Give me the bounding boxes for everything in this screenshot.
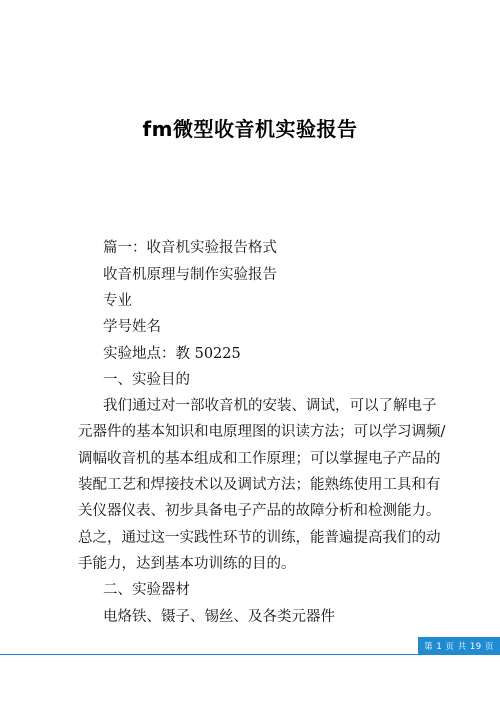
text-line-paragraph: 调幅收音机的基本组成和工作原理；可以掌握电子产品的 xyxy=(78,451,441,467)
text-line-equipment-heading: 二、实验器材 xyxy=(103,582,190,598)
text-line-major: 专业 xyxy=(103,293,132,309)
text-line-paragraph: 元器件的基本知识和电原理图的识读方法；可以学习调频/ xyxy=(78,424,446,440)
page-number-badge xyxy=(418,637,500,655)
text-line-paragraph: 关仪器仪表、初步具备电子产品的故障分析和检测能力。 xyxy=(78,503,441,519)
text-line-paragraph: 我们通过对一部收音机的安装、调试，可以了解电子 xyxy=(103,398,437,414)
text-line-location: 实验地点：教 50225 xyxy=(103,346,241,362)
text-line-paragraph: 手能力，达到基本功训练的目的。 xyxy=(78,556,296,572)
page-number-label: 第 1 页 共 19 页 xyxy=(424,642,494,652)
document-title: fm微型收音机实验报告 xyxy=(142,117,358,141)
text-line-report-title: 收音机原理与制作实验报告 xyxy=(103,267,277,283)
text-line-purpose-heading: 一、实验目的 xyxy=(103,372,190,388)
text-line-paragraph: 装配工艺和焊接技术以及调试方法；能熟练使用工具和有 xyxy=(78,477,441,493)
text-line-paragraph: 总之，通过这一实践性环节的训练，能普遍提高我们的动 xyxy=(78,530,441,546)
footer-divider xyxy=(0,654,500,655)
text-line-equipment-list: 电烙铁、镊子、锡丝、及各类元器件 xyxy=(103,609,335,625)
text-line-student-id-name: 学号姓名 xyxy=(103,319,161,335)
text-line-section-heading: 篇一：收音机实验报告格式 xyxy=(103,240,277,256)
